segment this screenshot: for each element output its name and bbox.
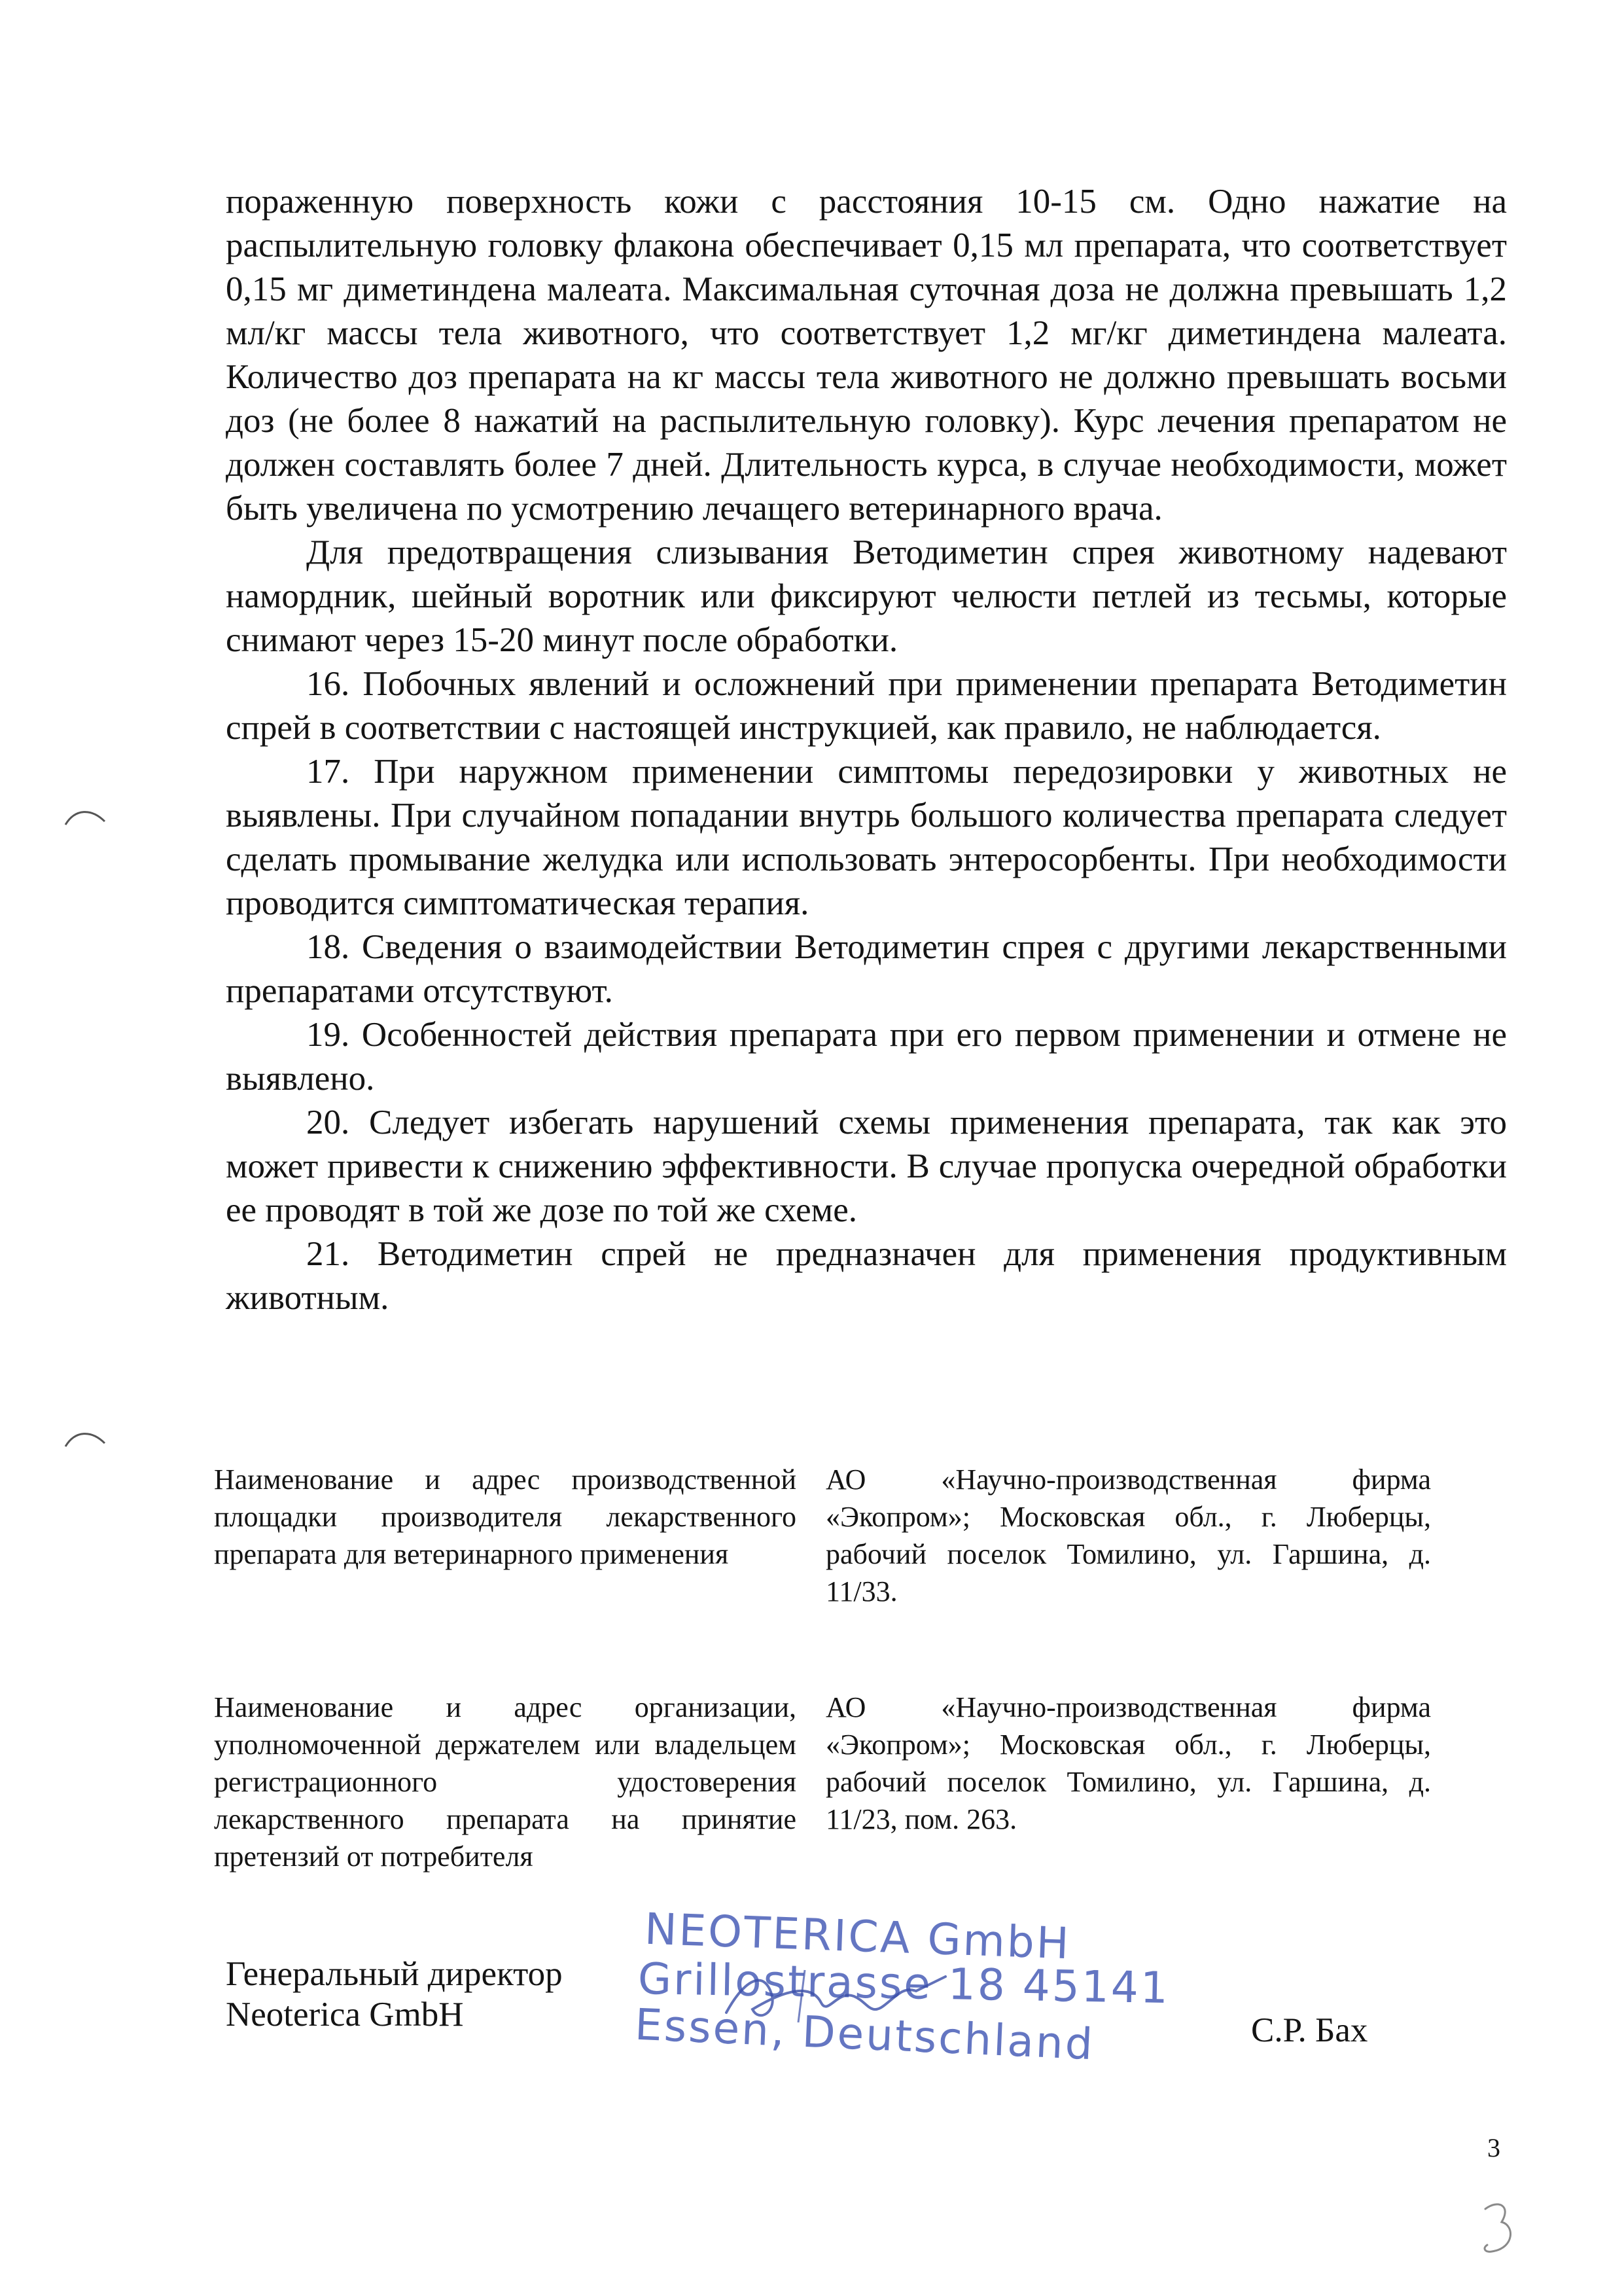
signatory-company: Neoterica GmbH <box>226 1996 464 2034</box>
paragraph-20-schedule: 20. Следует избегать нарушений схемы применения препарата, так как это может привести к снижению эффективности. В случае пропуска очередной обработки ее проводят в той же дозе по той же схеме. <box>226 1103 1507 1229</box>
stamp-company-name: NEOTERICA GmbH <box>643 1903 1072 1969</box>
signatory-title <box>226 1954 563 2035</box>
signer-name: С.Р. Бах <box>1251 2011 1368 2049</box>
handwritten-signature <box>707 1950 955 2042</box>
scan-margin-mark <box>62 805 108 831</box>
manufacturer-label: Наименование и адрес производственной площадки производителя лекарственного препарата для ветеринарного применения <box>214 1463 796 1570</box>
claims-organization-label: Наименование и адрес организации, уполномоченной держателем или владельцем регистрационного удостоверения лекарственного препарата на принятие претензий от потребителя <box>214 1691 796 1873</box>
scan-margin-mark <box>62 1427 108 1453</box>
page-number: 3 <box>1487 2133 1500 2162</box>
handwritten-page-mark <box>1475 2196 1521 2261</box>
signatory-position: Генеральный директор <box>226 1955 563 1993</box>
paragraph-dosage: пораженную поверхность кожи с расстояния 10-15 см. Одно нажатие на распылительную головку флакона обеспечивает 0,15 мл препарата, что соответствует 0,15 мг диметиндена малеата. Максимальная суточная доза не должна превышать 1,2 мл/кг массы тела животного, что соответствует 1,2 мг/кг диметиндена малеата. Количество доз препарата на кг массы тела животного не должно превышать восьми доз (не более 8 нажатий на распылительную головку). Курс лечения препаратом не должен составлять более 7 дней. Длительность курса, в случае необходимости, может быть увеличена по усмотрению лечащего ветеринарного врача. <box>226 183 1507 528</box>
paragraph-19-first-use: 19. Особенностей действия препарата при его первом применении и отмене не выявлено. <box>226 1016 1507 1098</box>
stamp-city-country: Essen, Deutschland <box>633 1999 1096 2070</box>
manufacturer-address: АО «Научно-производственная фирма «Экопром»; Московская обл., г. Люберцы, рабочий поселок Томилино, ул. Гаршина, д. 11/33. <box>826 1463 1431 1607</box>
company-stamp <box>628 1903 1171 2081</box>
claims-organization-address: АО «Научно-производственная фирма «Экопром»; Московская обл., г. Люберцы, рабочий поселок Томилино, ул. Гаршина, д. 11/23, пом. 263. <box>826 1691 1431 1835</box>
stamp-street: Grillostrasse 18 45141 <box>637 1953 1171 2014</box>
paragraph-16-side-effects: 16. Побочных явлений и осложнений при применении препарата Ветодиметин спрей в соответствии с настоящей инструкцией, как правило, не наблюдается. <box>226 665 1507 747</box>
paragraph-licking-prevention: Для предотвращения слизывания Ветодиметин спрея животному надевают намордник, шейный воротник или фиксируют челюсти петлей из тесьмы, которые снимают через 15-20 минут после обработки. <box>226 533 1507 659</box>
paragraph-21-productive-animals: 21. Ветодиметин спрей не предназначен для применения продуктивным животным. <box>226 1235 1507 1317</box>
body-text <box>226 180 1507 1320</box>
paragraph-17-overdose: 17. При наружном применении симптомы передозировки у животных не выявлены. При случайном попадании внутрь большого количества препарата следует сделать промывание желудка или использовать энтеросорбенты. При необходимости проводится симптоматическая терапия. <box>226 753 1507 922</box>
paragraph-18-interactions: 18. Сведения о взаимодействии Ветодиметин спрея с другими лекарственными препаратами отсутствуют. <box>226 928 1507 1010</box>
